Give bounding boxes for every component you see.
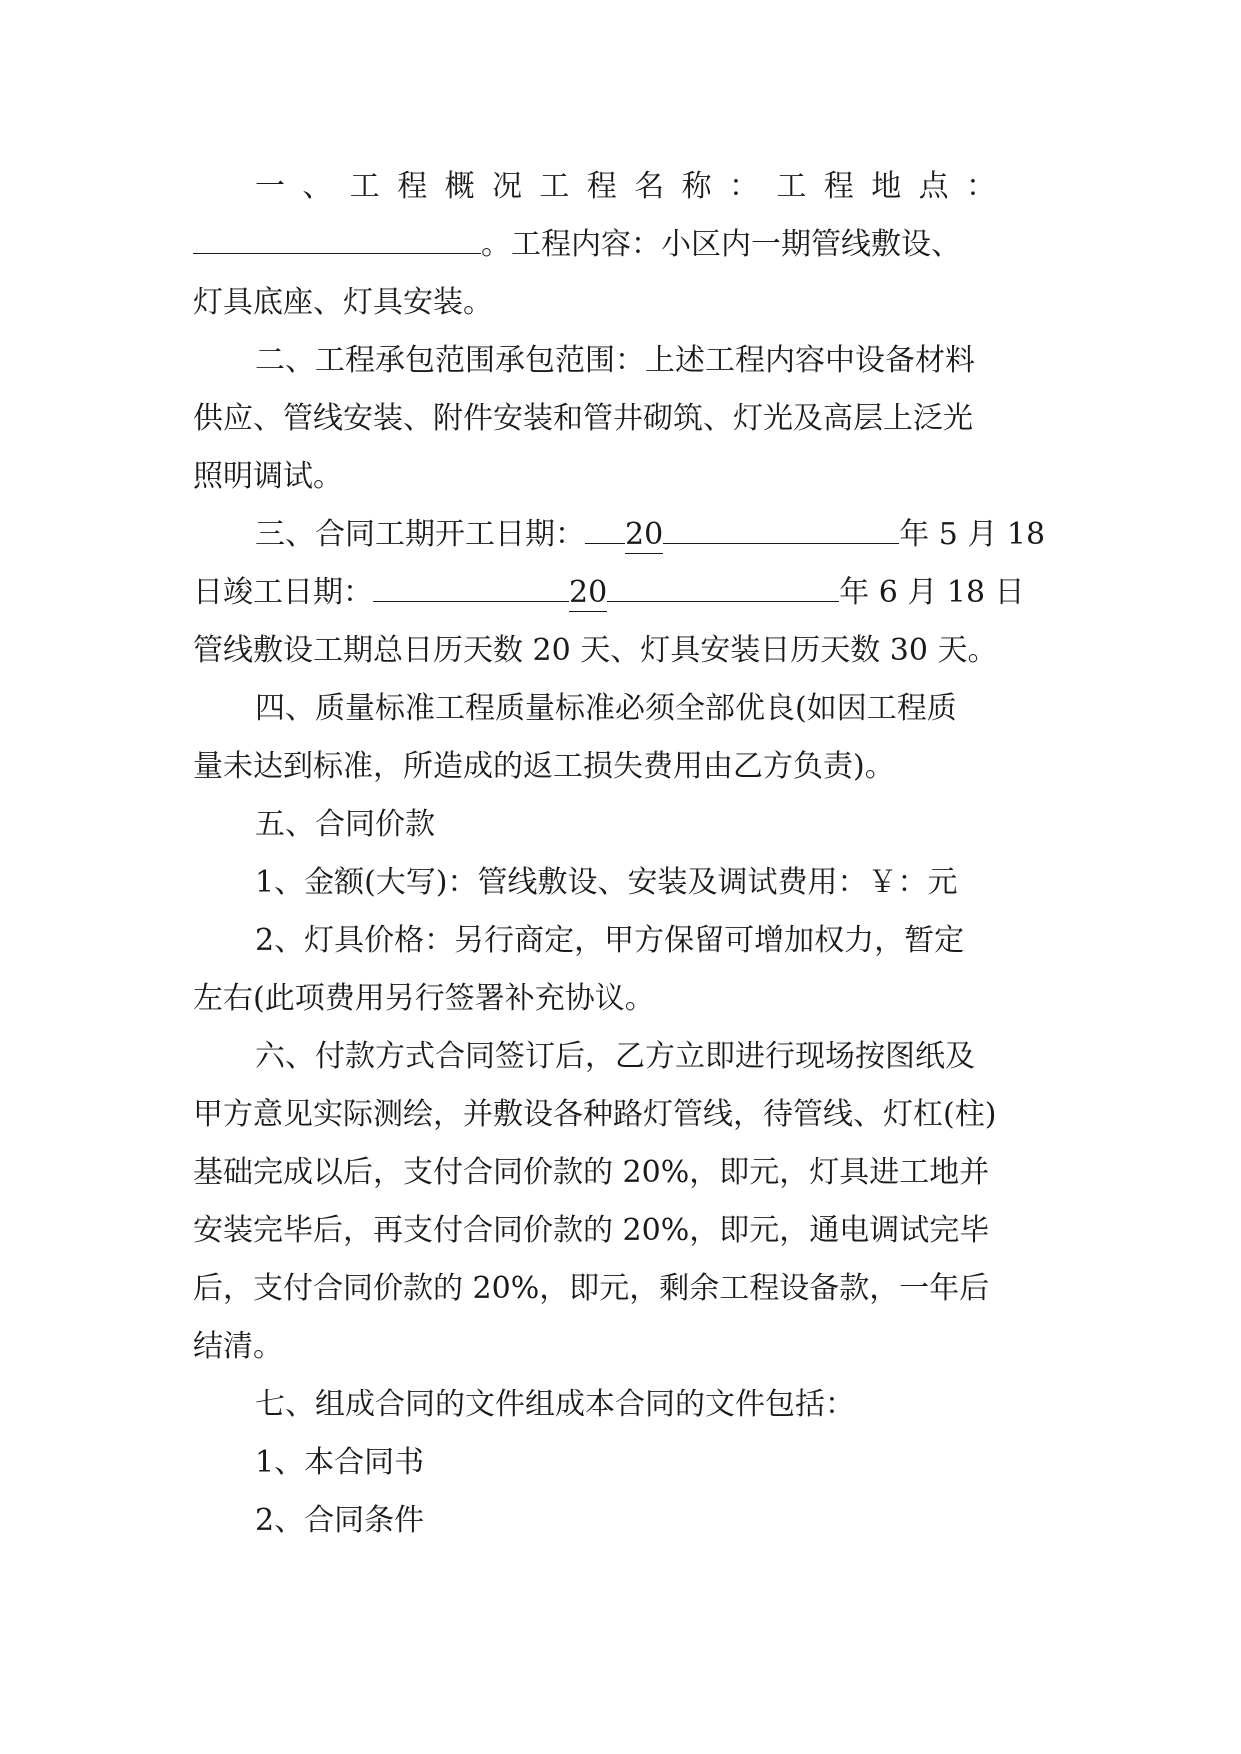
section-1-line-3 (193, 274, 1053, 332)
amount-text: 1、金额(大写)：管线敷设、安装及调试费用：￥：元 (255, 865, 958, 900)
payment-text-4: 安装完毕后，再支付合同价款的 20%，即元，通电调试完毕 (193, 1213, 990, 1248)
section-6-line-6 (193, 1318, 1053, 1376)
payment-text-2: 甲方意见实际测绘，并敷设各种路灯管线，待管线、灯杠(柱) (193, 1097, 997, 1132)
section-6-line-5 (193, 1260, 1053, 1318)
section-3-line-2 (193, 564, 1053, 622)
section-4-line-2 (193, 738, 1053, 796)
completion-date-label: 日竣工日期： (193, 575, 373, 610)
lamp-price-text-cont: 左右(此项费用另行签署补充协议。 (193, 981, 655, 1016)
section-7-item-2 (193, 1492, 1053, 1550)
section-2-text: 供应、管线安装、附件安装和管井砌筑、灯光及高层上泛光 (193, 401, 973, 436)
section-7-heading: 七、组成合同的文件组成本合同的文件包括： (255, 1387, 855, 1422)
section-3-line-1 (193, 506, 1053, 564)
project-content-text-cont: 灯具底座、灯具安装。 (193, 285, 493, 320)
section-2-text-cont: 照明调试。 (193, 459, 343, 494)
blank-project-location (193, 217, 481, 254)
payment-text-5: 后，支付合同价款的 20%，即元，剩余工程设备款，一年后 (193, 1271, 990, 1306)
section-1-line-1 (193, 158, 1053, 216)
section-2-line-3 (193, 448, 1053, 506)
document-body (193, 158, 1053, 1550)
payment-text-6: 结清。 (193, 1329, 283, 1364)
section-6-heading: 六、付款方式合同签订后，乙方立即进行现场按图纸及 (255, 1039, 975, 1074)
contract-doc-item-1: 1、本合同书 (255, 1445, 425, 1480)
blank-start-date-2 (663, 507, 899, 544)
section-4-heading: 四、质量标准工程质量标准必须全部优良(如因工程质 (255, 691, 957, 726)
section-6-line-1 (193, 1028, 1053, 1086)
completion-date-year-prefix: 20 (569, 575, 608, 610)
section-5-item-2-cont (193, 970, 1053, 1028)
section-1-line-2 (193, 216, 1053, 274)
section-6-line-2 (193, 1086, 1053, 1144)
section-5-heading: 五、合同价款 (255, 807, 435, 842)
duration-text: 管线敷设工期总日历天数 20 天、灯具安装日历天数 30 天。 (193, 633, 998, 668)
section-5-item-1 (193, 854, 1053, 912)
section-6-line-3 (193, 1144, 1053, 1202)
section-7-line-1 (193, 1376, 1053, 1434)
section-1-heading: 一、工程概况工程名称：工程地点： (255, 169, 1014, 204)
section-7-item-1 (193, 1434, 1053, 1492)
section-6-line-4 (193, 1202, 1053, 1260)
start-date-year-prefix: 20 (625, 517, 664, 552)
blank-completion-date-1 (373, 565, 569, 602)
section-3-line-3 (193, 622, 1053, 680)
section-2-line-2 (193, 390, 1053, 448)
blank-completion-date-2 (607, 565, 839, 602)
section-2-line-1 (193, 332, 1053, 390)
section-3-heading: 三、合同工期开工日期： (255, 517, 585, 552)
section-2-heading: 二、工程承包范围承包范围：上述工程内容中设备材料 (255, 343, 975, 378)
section-5-line-1 (193, 796, 1053, 854)
completion-date-month-day: 年 6 月 18 日 (839, 575, 1025, 610)
start-date-month-day: 年 5 月 18 (899, 517, 1046, 552)
section-4-line-1 (193, 680, 1053, 738)
payment-text-3: 基础完成以后，支付合同价款的 20%，即元，灯具进工地并 (193, 1155, 990, 1190)
contract-doc-item-2: 2、合同条件 (255, 1503, 425, 1538)
section-4-text: 量未达到标准，所造成的返工损失费用由乙方负责)。 (193, 749, 895, 784)
blank-start-date-1 (585, 507, 625, 544)
lamp-price-text: 2、灯具价格：另行商定，甲方保留可增加权力，暂定 (255, 923, 965, 958)
project-content-text: 。工程内容：小区内一期管线敷设、 (481, 227, 961, 262)
section-5-item-2 (193, 912, 1053, 970)
